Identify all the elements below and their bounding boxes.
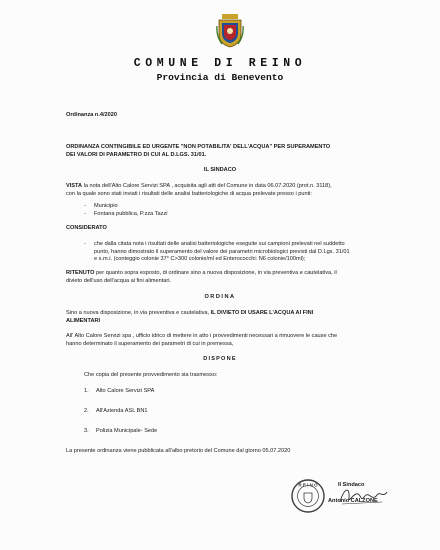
considerato-line: punto, hanno dimostrato il superamento del valore dei parametri microbiologici previsti dal D.Lgs. 31/01	[94, 248, 350, 255]
destinatario-number: 1.	[84, 388, 89, 394]
comune-title: COMUNE DI REINO	[133, 57, 307, 70]
considerato-heading: CONSIDERATO	[66, 225, 107, 231]
ritenuto-line-1-text: per quanto sopra esposto, di ordinare sino a nuova disposizione, in via preventiva e cautelativa, il	[94, 270, 337, 276]
firma-title: Il Sindaco	[338, 482, 365, 488]
ordina-line-1-text: Sino a nuova disposizione, in via preventiva e cautelativa,	[66, 310, 210, 316]
punto-item: Fontana pubblica, P.zza Tazzi	[94, 210, 168, 217]
destinatario-label: Alto Calore Servizi SPA	[96, 388, 155, 394]
vista-lead: VISTA	[66, 183, 83, 189]
ordina-line-1	[66, 310, 313, 317]
vista-line-1-text: la nota dell'Alto Calore Servizi SPA , acquisita agli atti del Comune in data 06.07.2020 (prot.n. 3118),	[82, 183, 332, 189]
punto-item: Municipio	[94, 203, 118, 209]
destinatario-number: 3.	[84, 428, 89, 434]
ritenuto-line-2: divieto dell'uso dell'acqua ai fini alimentari.	[66, 277, 172, 284]
municipal-crest-icon	[216, 14, 244, 48]
pubblicazione-note: La presente ordinanza viene pubblicata all'albo pretorio del Comune dal giorno 05.07.2020	[66, 448, 291, 454]
ritenuto-line-1	[66, 270, 337, 277]
official-seal-stamp	[290, 478, 326, 514]
considerato-line: e s.m.i. (conteggio colonie 37° C>300 colonie/ml ed Enterococchi: N6 colonie/100ml);	[94, 256, 306, 262]
punti-bullet-2: -	[84, 210, 86, 217]
vista-line-1	[66, 183, 332, 190]
vista-line-2: con la quale sono stati inviati i risultati delle analisi batteriologiche di acqua prelevate presso i punti:	[66, 190, 312, 197]
destinatario-number: 2.	[84, 408, 89, 414]
destinatario-label: All'Azienda ASL BN1	[96, 408, 148, 414]
dispone-intro: Che copia del presente provvedimento sia trasmesso:	[84, 372, 218, 378]
dispone-heading: DISPONE	[203, 356, 237, 362]
destinatario-label: Polizia Municipale- Sede	[96, 428, 158, 434]
punti-bullet-1: -	[84, 203, 86, 209]
handwritten-signature	[336, 482, 390, 508]
ordinanza-number: Ordinanza n.4/2020	[66, 112, 117, 118]
il-sindaco-heading: IL SINDACO	[203, 167, 237, 173]
svg-text:R E I N O: R E I N O	[298, 482, 318, 488]
considerato-bullet: -	[84, 241, 86, 247]
firma-name: Antonio CALZONE	[328, 498, 378, 504]
considerato-line: che dalla citata nota i risultati delle analisi batteriologiche eseguite sui campioni prelevati nel suddetto	[94, 241, 345, 247]
alto-calore-line: All' Alto Calore Servizi spa , ufficio idrico di mettere in atto i provvedimenti necessari a rimuovere le cause che	[66, 333, 338, 339]
subject-line-2: DEI VALORI DI PARAMETRO DI CUI AL D.LGS. 31/01.	[66, 151, 207, 158]
alto-calore-line: hanno determinato il superamento dei parametri di cui in premessa,	[66, 340, 234, 347]
ordina-divieto: IL DIVIETO DI USARE L'ACQUA AI FINI	[209, 310, 314, 316]
subject-line-1: ORDINANZA CONTINGIBILE ED URGENTE "NON POTABILITA' DELL'ACQUA" PER SUPERAMENTO	[66, 144, 331, 150]
ordina-line-2: ALIMENTARI	[66, 317, 101, 324]
provincia-subtitle: Provincia di Benevento	[156, 72, 284, 83]
ordina-heading: ORDINA	[204, 294, 236, 300]
ritenuto-lead: RITENUTO	[66, 270, 95, 276]
